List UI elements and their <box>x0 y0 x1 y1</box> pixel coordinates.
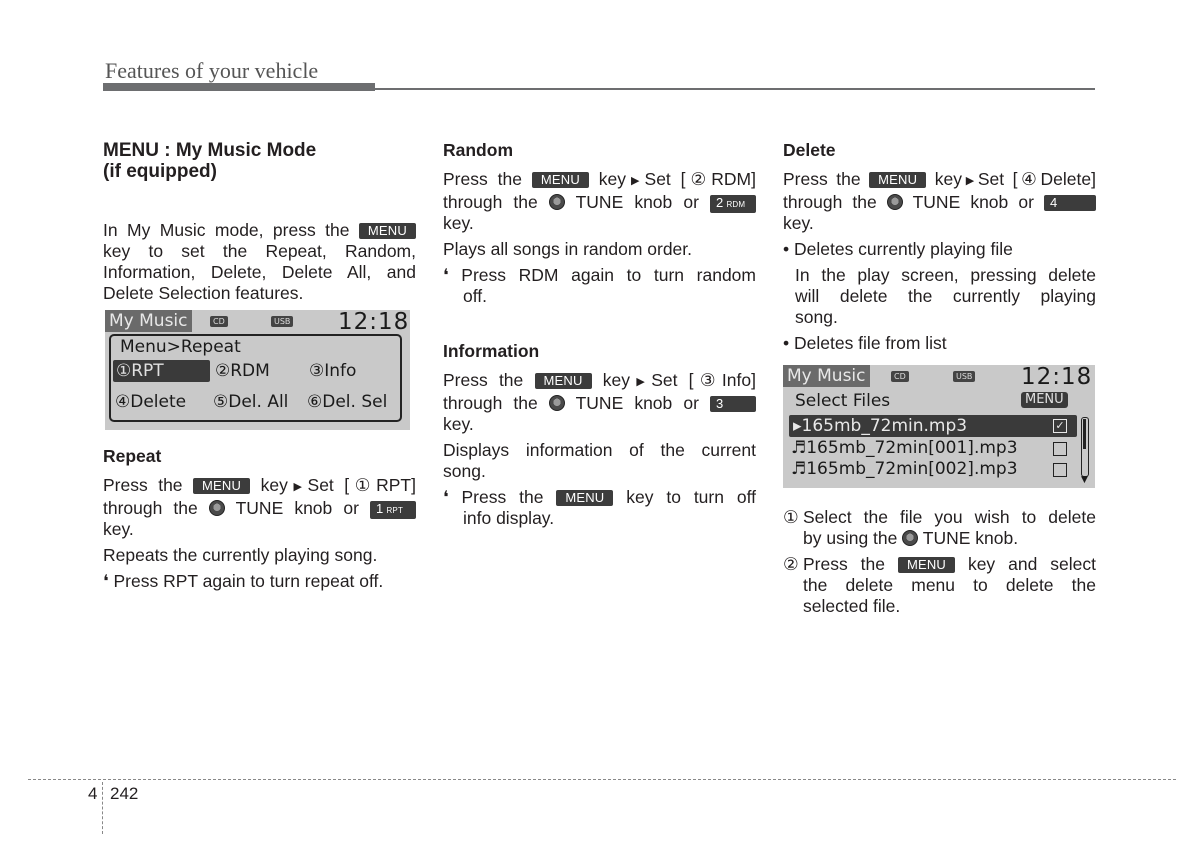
rdm-key-icon: 2 RDM <box>710 195 756 213</box>
chapter-number: 4 <box>88 784 98 803</box>
tune-knob-icon <box>549 194 565 210</box>
lcd-breadcrumb: Menu>Repeat <box>120 337 241 357</box>
lcd-scrollbar <box>1081 417 1089 477</box>
arrow-right-icon: ▶ <box>962 175 978 187</box>
intro-line: Information, Delete, Delete All, and <box>103 262 416 282</box>
repeat-instruction: Press the MENU key▶Set [①RPT] <box>103 475 416 495</box>
delete-instruction: Press the MENU key▶Set [④Delete] <box>783 169 1096 189</box>
menu-key-icon: MENU <box>532 172 589 188</box>
cd-badge: CD <box>210 316 228 327</box>
intro-line: Delete Selection features. <box>103 283 304 303</box>
lcd-file-row-selected <box>789 415 1077 437</box>
checkbox-unchecked-icon <box>1053 442 1067 456</box>
bullet-detail: will delete the currently playing <box>795 286 1096 306</box>
lcd-option-del-all: ⑤Del. All <box>213 392 289 412</box>
step-line: by using the TUNE knob. <box>803 528 1019 548</box>
lcd-option-rpt: ①RPT <box>113 360 210 382</box>
random-instruction: Press the MENU key▶Set [②RDM] <box>443 169 756 189</box>
repeat-instruction: through the TUNE knob or 1 RPT <box>103 498 416 519</box>
lcd-menu-frame <box>109 334 402 422</box>
lcd-file-name: ▸165mb_72min.mp3 <box>793 416 968 436</box>
info-note: info display. <box>463 508 555 528</box>
header-rule <box>103 88 1095 90</box>
scroll-down-arrow-icon: ▼ <box>1081 475 1088 485</box>
lcd-file-name: ♬165mb_72min[002].mp3 <box>791 459 1018 479</box>
rpt-key-icon: 1 RPT <box>370 501 416 519</box>
bullet-detail: song. <box>795 307 838 327</box>
info-description: song. <box>443 461 486 481</box>
delete-key-icon: 4 <box>1044 195 1096 211</box>
lcd-option-delete: ④Delete <box>115 392 187 412</box>
lcd-title: My Music <box>105 310 192 332</box>
lcd-clock: 12:18 <box>338 309 410 335</box>
step-line: selected file. <box>803 596 901 616</box>
lcd-menu-screen <box>105 310 410 430</box>
step-line: ② Press the MENU key and select <box>783 554 1096 574</box>
repeat-description: Repeats the currently playing song. <box>103 545 378 565</box>
intro-line: In My Music mode, press the MENU <box>103 220 416 241</box>
menu-key-icon: MENU <box>898 557 955 573</box>
lcd-option-info: ③Info <box>309 361 357 381</box>
usb-badge: USB <box>953 371 975 382</box>
tune-knob-icon <box>549 395 565 411</box>
usb-badge: USB <box>271 316 293 327</box>
lcd-file-row <box>791 459 1077 480</box>
lcd-title: My Music <box>783 365 870 387</box>
random-description: Plays all songs in random order. <box>443 239 693 259</box>
info-instruction: through the TUNE knob or 3 <box>443 393 756 414</box>
bullet-item: • Deletes file from list <box>783 333 947 353</box>
tune-knob-icon <box>887 194 903 210</box>
lcd-scrollbar-thumb <box>1083 419 1086 449</box>
menu-key-icon: MENU <box>556 490 613 506</box>
footer-divider <box>102 782 103 834</box>
repeat-title: Repeat <box>103 446 162 466</box>
menu-key-icon: MENU <box>869 172 926 188</box>
delete-instruction: through the TUNE knob or 4 <box>783 192 1096 213</box>
arrow-right-icon: ▶ <box>630 376 652 388</box>
lcd-clock: 12:18 <box>1021 364 1093 390</box>
cd-badge: CD <box>891 371 909 382</box>
random-note: off. <box>463 286 488 306</box>
delete-instruction: key. <box>783 213 814 233</box>
lcd-file-row <box>791 438 1077 459</box>
column-2 <box>443 140 756 529</box>
menu-key-icon: MENU <box>193 478 250 494</box>
bullet-item: • Deletes currently playing file <box>783 239 1013 259</box>
menu-key-icon: MENU <box>535 373 592 389</box>
random-title: Random <box>443 140 513 160</box>
arrow-right-icon: ▶ <box>626 175 645 187</box>
lcd-option-rdm: ②RDM <box>215 361 270 381</box>
bullet-detail: In the play screen, pressing delete <box>795 265 1096 285</box>
lcd-heading: Select Files <box>795 391 891 411</box>
footer-rule <box>28 779 1176 780</box>
information-title: Information <box>443 341 540 361</box>
checkbox-checked-icon: ✓ <box>1053 419 1067 433</box>
lcd-menu-tag: MENU <box>1021 392 1068 408</box>
repeat-note: ❛ Press RPT again to turn repeat off. <box>103 571 384 591</box>
random-instruction: key. <box>443 213 474 233</box>
page-header-title: Features of your vehicle <box>105 58 319 83</box>
repeat-instruction: key. <box>103 519 134 539</box>
delete-title: Delete <box>783 140 836 160</box>
intro-line: key to set the Repeat, Random, <box>103 241 416 261</box>
arrow-right-icon: ▶ <box>287 481 308 493</box>
menu-key-icon: MENU <box>359 223 416 239</box>
info-key-icon: 3 <box>710 396 756 412</box>
section-title: MENU : My Music Mode <box>103 140 317 161</box>
tune-knob-icon <box>902 530 918 546</box>
section-subtitle: (if equipped) <box>103 161 217 182</box>
random-instruction: through the TUNE knob or 2 RDM <box>443 192 756 213</box>
page-number: 242 <box>110 784 139 803</box>
lcd-select-files-screen <box>783 365 1095 488</box>
lcd-option-del-sel: ⑥Del. Sel <box>307 392 388 412</box>
info-note: ❛ Press the MENU key to turn off <box>443 487 756 507</box>
info-description: Displays information of the current <box>443 440 756 460</box>
step-line: ① Select the file you wish to delete <box>783 507 1096 527</box>
checkbox-unchecked-icon <box>1053 463 1067 477</box>
tune-knob-icon <box>209 500 225 516</box>
info-instruction: Press the MENU key▶Set [③Info] <box>443 370 756 390</box>
step-line: the delete menu to delete the <box>803 575 1096 595</box>
info-instruction: key. <box>443 414 474 434</box>
lcd-file-name: ♬165mb_72min[001].mp3 <box>791 438 1018 458</box>
random-note: ❛ Press RDM again to turn random <box>443 265 756 285</box>
